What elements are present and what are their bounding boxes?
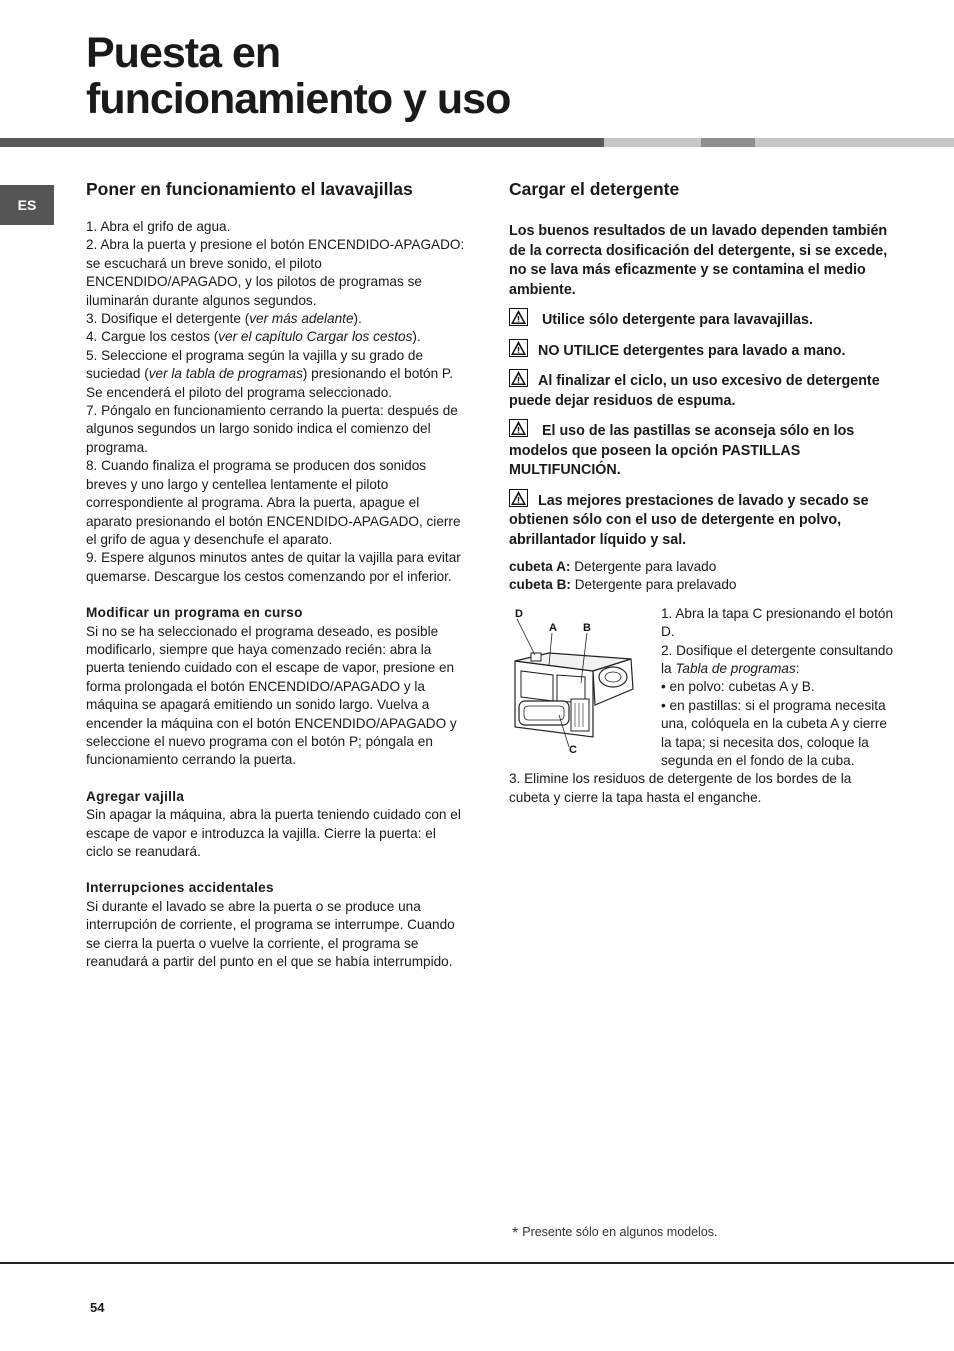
- cubetas-list: [509, 558, 894, 595]
- interrupt-heading: Interrupciones accidentales: [86, 880, 274, 896]
- footnote: * Presente sólo en algunos modelos.: [512, 1225, 718, 1242]
- step-item: 4. Cargue los cestos (ver el capítulo Cargar los cestos).: [86, 329, 421, 345]
- steps-list: [86, 218, 466, 586]
- header-bar-dark: [0, 138, 604, 147]
- step-item: 8. Cuando finaliza el programa se producen dos sonidos breves y uno largo y centellea lentamente el piloto correspondiente al programa. Abra la puerta, apague el aparato presionando el botón ENCENDIDO-APAGADO, cierre el grifo de agua y desenchufe el aparato.: [86, 458, 461, 547]
- warning-icon: [509, 308, 528, 326]
- add-heading: Agregar vajilla: [86, 788, 185, 804]
- diagram-label-a: A: [549, 621, 557, 634]
- section-heading-detergent: Cargar el detergente: [509, 179, 680, 199]
- page-title: Puesta en funcionamiento y uso: [86, 29, 511, 123]
- cubeta-item: cubeta B: Detergente para prelavado: [509, 577, 737, 593]
- warning-item: El uso de las pastillas se aconseja sólo en los modelos que poseen la opción PASTILLAS MULTIFUNCIÓN.: [509, 419, 894, 481]
- warning-icon: [509, 339, 528, 357]
- add-text: Sin apagar la máquina, abra la puerta teniendo cuidado con el escape de vapor e introduzca la vajilla. Cierre la puerta: el ciclo se reanudará.: [86, 807, 461, 859]
- instruction-step: 2. Dosifique el detergente consultando la Tabla de programas:: [661, 642, 894, 677]
- detergent-dispenser-illustration: [509, 605, 649, 755]
- header-bar-light: [604, 138, 701, 147]
- modify-text: Si no se ha seleccionado el programa deseado, es posible modificarlo, siempre que haya comenzado recién: abra la puerta teniendo cuidado con el escape de vapor, presione en forma prolongada el botón ENCENDIDO/APAGADO y la máquina se apagará emitiendo un sonido largo. Vuelva a encender la máquina con el botón ENCENDIDO/APAGADO y seleccione el nuevo programa con el botón P; póngala en funcionamiento cerrando la puerta.: [86, 623, 457, 768]
- page-number: 54: [90, 1300, 105, 1315]
- dispenser-section: [509, 605, 894, 807]
- detergent-intro: Los buenos resultados de un lavado dependen también de la correcta dosificación del detergente, si se excede, no se lava más eficazmente y se contamina el medio ambiente.: [509, 223, 888, 298]
- modify-heading: Modificar un programa en curso: [86, 605, 303, 621]
- step-item: 2. Abra la puerta y presione el botón ENCENDIDO-APAGADO: se escuchará un breve sonido, el piloto ENCENDIDO/APAGADO, y los pilotos de programas se iluminarán durante algunos segundos.: [86, 237, 465, 308]
- diagram-label-d: D: [515, 607, 523, 620]
- warning-item: NO UTILICE detergentes para lavado a mano.: [509, 339, 894, 362]
- diagram-label-b: B: [583, 621, 591, 634]
- footer-rule: [0, 1262, 954, 1264]
- warning-item: Las mejores prestaciones de lavado y secado se obtienen sólo con el uso de detergente en polvo, abrillantador líquido y sal.: [509, 489, 894, 551]
- warning-item: Al finalizar el ciclo, un uso excesivo de detergente puede dejar residuos de espuma.: [509, 369, 894, 411]
- instruction-step: 1. Abra la tapa C presionando el botón D.: [661, 605, 894, 640]
- right-column: [509, 178, 894, 807]
- warning-item: Utilice sólo detergente para lavavajillas.: [509, 308, 894, 331]
- interrupt-text: Si durante el lavado se abre la puerta o se produce una interrupción de corriente, el programa se interrumpe. Cuando se cierra la puerta o vuelve la corriente, el programa se reanudará a partir del punto en el que se había interrumpido.: [86, 898, 455, 970]
- step-item: 9. Espere algunos minutos antes de quitar la vajilla para evitar quemarse. Descargue los cestos comenzando por el inferior.: [86, 550, 461, 584]
- step-item: 5. Seleccione el programa según la vajilla y su grado de suciedad (ver la tabla de programas) presionando el botón P. Se encenderá el piloto del programa seleccionado.: [86, 347, 454, 400]
- header-bar-mid: [701, 138, 755, 147]
- step-item: 7. Póngalo en funcionamiento cerrando la puerta: después de algunos segundos un largo sonido indica el comienzo del programa.: [86, 403, 458, 455]
- section-heading-start: Poner en funcionamiento el lavavajillas: [86, 179, 413, 199]
- warning-icon: [509, 419, 528, 437]
- language-tab: ES: [0, 185, 54, 225]
- warning-icon: [509, 489, 528, 507]
- instruction-step: 3. Elimine los residuos de detergente de los bordes de la cubeta y cierre la tapa hasta el enganche.: [509, 771, 852, 805]
- diagram-label-c: C: [569, 743, 577, 755]
- instruction-step: • en pastillas: si el programa necesita una, colóquela en la cubeta A y cierre la tapa; si necesita dos, coloque la segunda en el fondo de la cuba.: [661, 697, 887, 769]
- header-bar-light-end: [755, 138, 954, 147]
- step-item: 3. Dosifique el detergente (ver más adelante).: [86, 311, 362, 327]
- warning-icon: [509, 369, 528, 387]
- step-item: 1. Abra el grifo de agua.: [86, 219, 231, 234]
- cubeta-item: cubeta A: Detergente para lavado: [509, 559, 717, 574]
- left-column: [86, 178, 466, 971]
- instruction-step: • en polvo: cubetas A y B.: [661, 679, 815, 695]
